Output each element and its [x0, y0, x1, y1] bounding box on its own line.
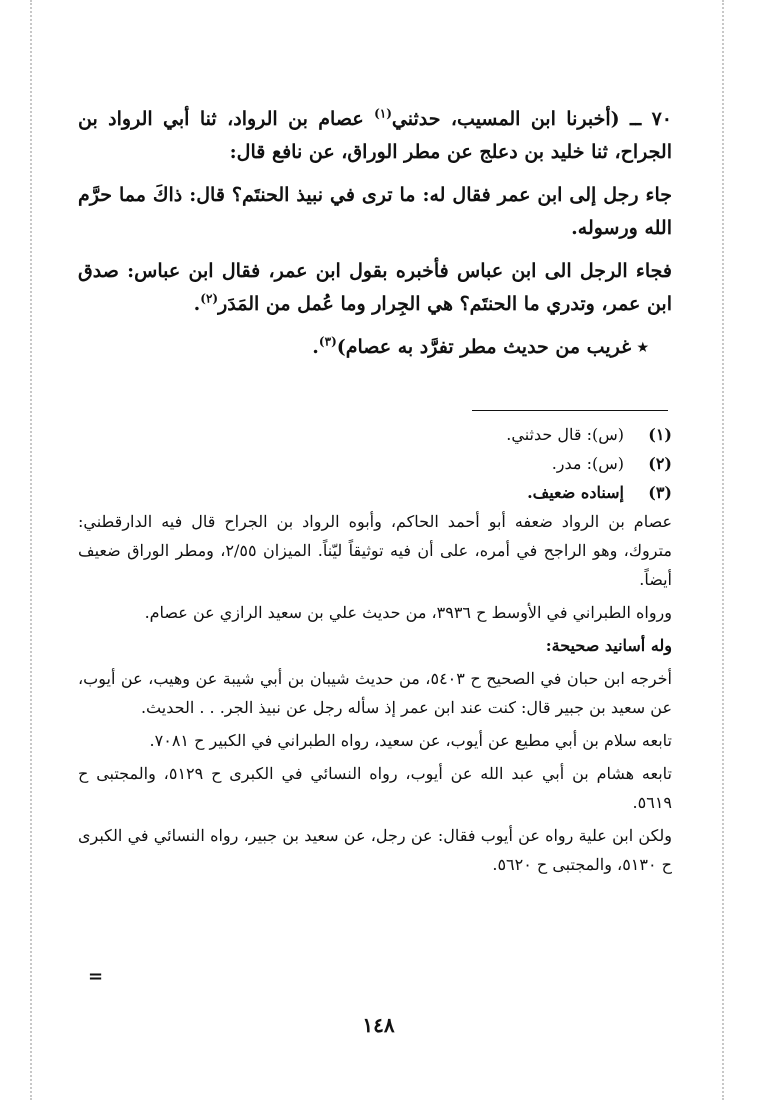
gharib-remark: ٭ غريب من حديث مطر تفرَّد به عصام)$^{(٣)}$. [312, 334, 648, 358]
note-paragraph: تابعه سلام بن أبي مطيع عن أيوب، عن سعيد، رواه الطبراني في الكبير ح ٧٠٨١. [149, 731, 672, 750]
continuation-mark: = [88, 966, 104, 987]
page-edge-dots-right [722, 0, 724, 1100]
footnote-ref: (٢) [200, 291, 219, 306]
footnotes [78, 420, 672, 883]
footnote-item: (١) (س): قال حدثني. [506, 425, 672, 444]
footnote-item: (٣) إسناده ضعيف. [527, 483, 672, 502]
page-number: ١٤٨ [362, 1013, 395, 1037]
note-paragraph: عصام بن الرواد ضعفه أبو أحمد الحاكم، وأبوه الرواد بن الجراح قال فيه الدارقطني: متروك، وهو الراجح في أمره، على أن فيه توثيقاً ليّناً. الميزان ٢/٥٥، ومطر الوراق ضعيف أيضاً. [78, 512, 672, 589]
note-paragraph: تابعه هشام بن أبي عبد الله عن أيوب، رواه النسائي في الكبرى ح ٥١٢٩، والمجتبى ح ٥٦١٩. [78, 764, 673, 812]
note-paragraph: ورواه الطبراني في الأوسط ح ٣٩٣٦، من حديث علي بن سعيد الرازي عن عصام. [144, 603, 672, 622]
page-edge-dots-left [30, 0, 32, 1100]
footnote-separator [472, 410, 668, 411]
hadith-paragraph: جاء رجل إلى ابن عمر فقال له: ما ترى في نبيذ الحنتَم؟ قال: ذاكَ مما حرَّم الله ورسوله. [78, 184, 672, 239]
hadith-paragraph: فجاء الرجل الى ابن عباس فأخبره بقول ابن عمر، فقال ابن عباس: صدق ابن عمر، وتدري ما الحنتَم؟ هي الجِرار وما عُمل من المَدَر$^{(٢)}$. [78, 260, 672, 315]
footnote-item: (٢) (س): مدر. [551, 454, 672, 473]
note-paragraph: ولكن ابن علية رواه عن أيوب فقال: عن رجل، عن سعيد بن جبير، رواه النسائي في الكبرى ح ٥١٣٠، والمجتبى ح ٥٦٢٠. [78, 826, 672, 874]
footnote-ref: (١) [374, 106, 392, 121]
footnote-ref: (٣) [318, 334, 337, 349]
note-paragraph: أخرجه ابن حبان في الصحيح ح ٥٤٠٣، من حديث شيبان بن أبي شيبة عن وهيب، عن أيوب، عن سعيد بن جبير قال: كنت عند ابن عمر إذ سأله رجل عن نبيذ الجر. . . الحديث. [78, 669, 673, 717]
hadith-main-text [78, 103, 672, 374]
hadith-paragraph: ٧٠ ــ (أخبرنا ابن المسيب، حدثني$^{(١)}$ عصام بن الرواد، ثنا أبي الرواد بن الجراح، ثنا خليد بن دعلج عن مطر الوراق، عن نافع قال: [78, 106, 672, 163]
note-heading: وله أسانيد صحيحة: [545, 636, 672, 655]
